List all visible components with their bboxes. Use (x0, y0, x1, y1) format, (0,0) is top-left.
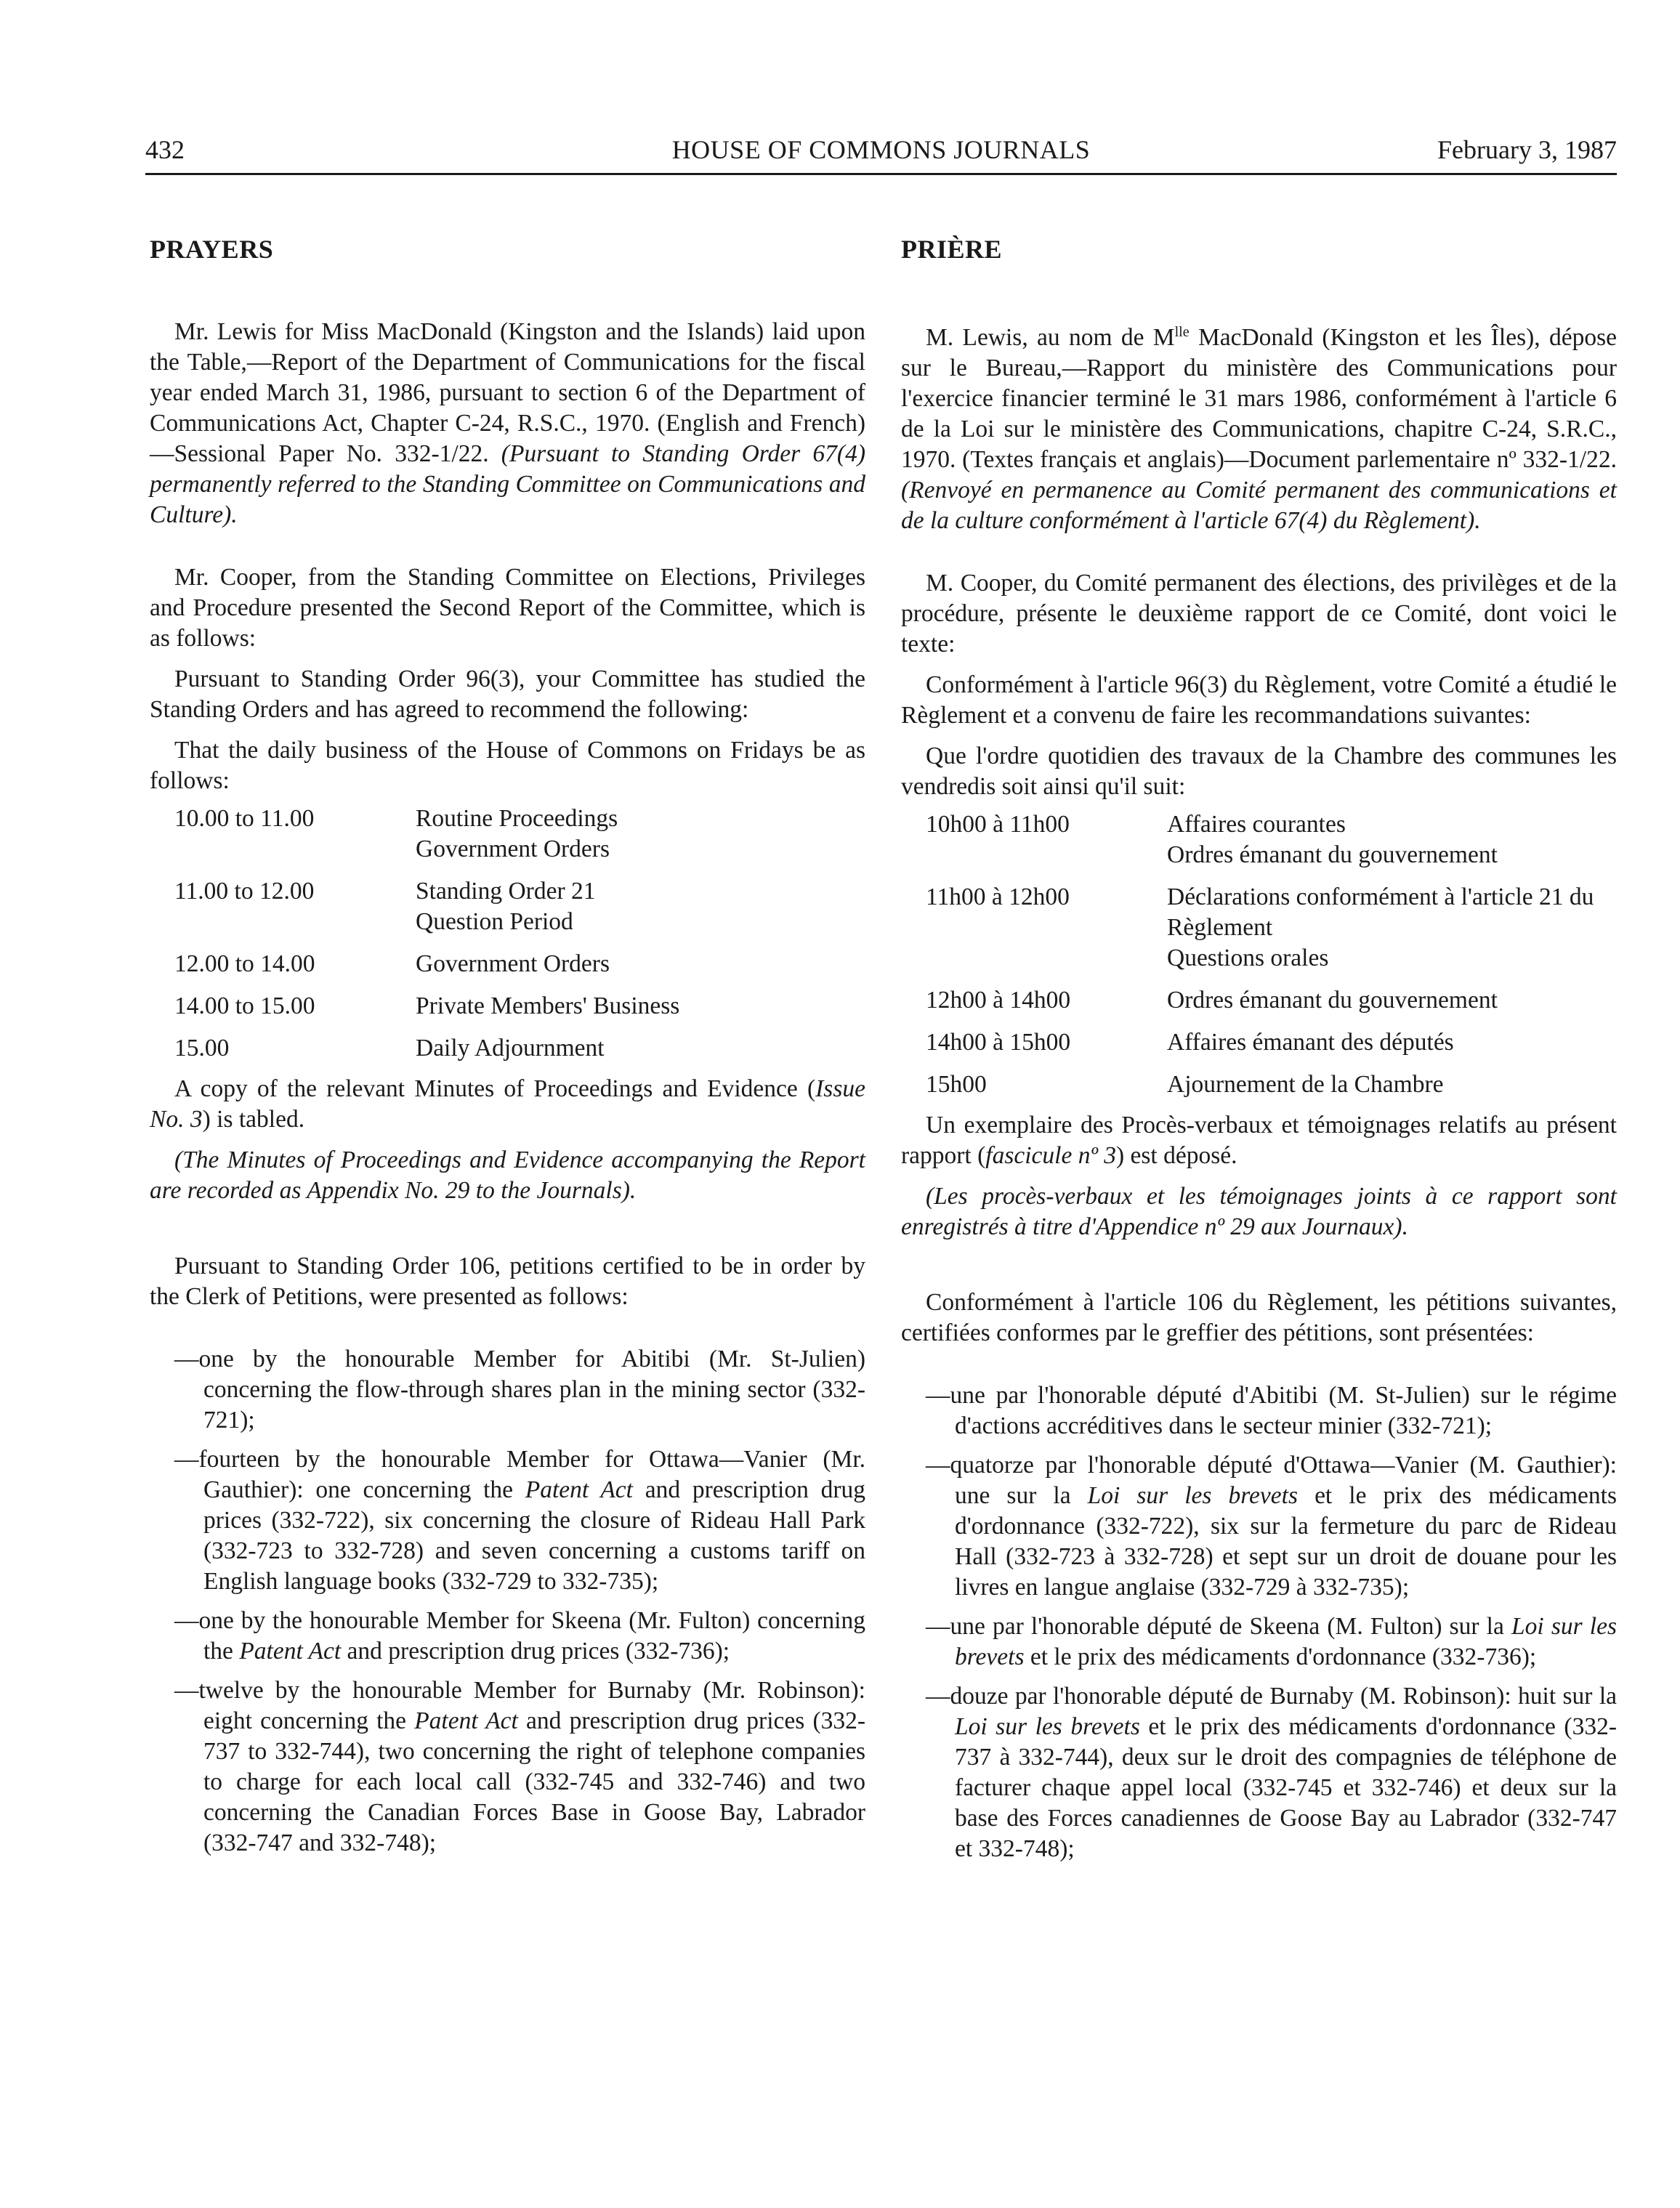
schedule-description: Ordres émanant du gouvernement (1167, 987, 1498, 1014)
schedule-row (150, 949, 865, 979)
tabling-paragraph: Mr. Lewis for Miss MacDonald (Kingston and the Islands) laid upon the Table,—Report of the Department of Communications for the fiscal year ended March 31, 1986, pursuant to section 6 of the Department of Communications Act, Chapter C-24, R.S.C., 1970. (English and French)—Sessional Paper No. 332-1/22. (Pursuant to Standing Order 67(4) permanently referred to the Standing Committee on Communications and Culture). (150, 318, 865, 528)
running-header (145, 131, 1617, 175)
petition-item: —one by the honourable Member for Skeena (Mr. Fulton) concerning the Patent Act and prescription drug prices (332-736); (174, 1607, 865, 1665)
committee-intro: Mr. Cooper, from the Standing Committee on Elections, Privileges and Procedure presented the Second Report of the Committee, which is as follows: (150, 564, 865, 652)
copy-tabled-paragraph: A copy of the relevant Minutes of Proceedings and Evidence (Issue No. 3) is tabled. (150, 1075, 865, 1133)
petition-item: —quatorze par l'honorable député d'Ottawa—Vanier (M. Gauthier): une sur la Loi sur les brevets et le prix des médicaments d'ordonnance (332-722), six sur la fermeture du parc de Rideau Hall (332-723 à 332-728) et sept sur un droit de douane pour les livres en langue anglaise (332-729 à 332-735); (926, 1452, 1617, 1601)
petitions-intro: Conformément à l'article 106 du Règlement, les pétitions suivantes, certifiées conformes par le greffier des pétitions, sont présentées: (901, 1289, 1617, 1347)
petition-item: —douze par l'honorable député de Burnaby (M. Robinson): huit sur la Loi sur les brevets et le prix des médicaments d'ordonnance (332-737 à 332-744), deux sur le droit des compagnies de téléphone de facturer chaque appel local (332-745 et 332-746) et deux sur la base des Forces canadiennes de Goose Bay au Labrador (332-747 et 332-748); (926, 1683, 1617, 1863)
schedule-description: Ajournement de la Chambre (1167, 1071, 1444, 1099)
referral-note: (Renvoyé en permanence au Comité permanent des communications et de la culture conformément à l'article 67(4) du Règlement). (901, 477, 1617, 535)
schedule-description: Affaires courantes Ordres émanant du gouvernement (1167, 811, 1498, 869)
petition-item: —fourteen by the honourable Member for Ottawa—Vanier (Mr. Gauthier): one concerning the Patent Act and prescription drug prices (332-722), six concerning the closure of Rideau Hall Park (332-723 to 332-728) and seven concerning a customs tariff on English language books (332-729 to 332-735); (174, 1446, 865, 1595)
french-column (901, 234, 1617, 1864)
copy-tabled-paragraph: Un exemplaire des Procès-verbaux et témoignages relatifs au présent rapport (fascicule nº 3) est déposé. (901, 1112, 1617, 1170)
schedule-row (901, 985, 1617, 1016)
schedule-description: Private Members' Business (416, 992, 680, 1019)
schedule-time: 12.00 to 14.00 (174, 950, 315, 977)
appendix-note: (The Minutes of Proceedings and Evidence accompanying the Report are recorded as Appendix No. 29 to the Journals). (150, 1147, 865, 1204)
report-paragraph: Conformément à l'article 96(3) du Règlement, votre Comité a étudié le Règlement et a convenu de faire les recommandations suivantes: (901, 671, 1617, 729)
schedule-time: 14.00 to 15.00 (174, 992, 315, 1019)
schedule-description: Affaires émanant des députés (1167, 1029, 1454, 1056)
schedule-row (901, 1069, 1617, 1100)
english-column (150, 234, 865, 1859)
section-title: PRAYERS (150, 235, 274, 264)
schedule-table (150, 804, 865, 1064)
petition-item: —une par l'honorable député d'Abitibi (M. St-Julien) sur le régime d'actions accréditives dans le secteur minier (332-721); (926, 1382, 1617, 1440)
schedule-time: 15h00 (926, 1071, 987, 1099)
schedule-description: Déclarations conformément à l'article 21 du Règlement Questions orales (1167, 883, 1594, 972)
schedule-row (150, 1033, 865, 1064)
schedule-description: Daily Adjournment (416, 1035, 605, 1061)
petitions-list (150, 1344, 865, 1859)
schedule-description: Routine Proceedings Government Orders (416, 805, 618, 862)
schedule-time: 11h00 à 12h00 (926, 883, 1070, 911)
schedule-row (150, 991, 865, 1022)
journal-date: February 3, 1987 (1437, 135, 1617, 164)
schedule-description: Standing Order 21 Question Period (416, 878, 596, 935)
petition-item: —une par l'honorable député de Skeena (M. Fulton) sur la Loi sur les brevets et le prix des médicaments d'ordonnance (332-736); (926, 1613, 1617, 1671)
petitions-intro: Pursuant to Standing Order 106, petitions certified to be in order by the Clerk of Petitions, were presented as follows: (150, 1253, 865, 1310)
report-paragraph: Que l'ordre quotidien des travaux de la Chambre des communes les vendredis soit ainsi qu'il suit: (901, 743, 1617, 801)
schedule-row (901, 809, 1617, 870)
section-title: PRIÈRE (901, 235, 1003, 264)
schedule-row (150, 804, 865, 865)
referral-note: (Pursuant to Standing Order 67(4) permanently referred to the Standing Committee on Communications and Culture). (150, 440, 865, 528)
appendix-note: (Les procès-verbaux et les témoignages joints à ce rapport sont enregistrés à titre d'Appendice nº 29 aux Journaux). (901, 1183, 1617, 1241)
journal-title: HOUSE OF COMMONS JOURNALS (671, 135, 1091, 164)
schedule-time: 14h00 à 15h00 (926, 1029, 1071, 1056)
schedule-time: 10.00 to 11.00 (174, 805, 315, 832)
petition-item: —one by the honourable Member for Abitibi (Mr. St-Julien) concerning the flow-through shares plan in the mining sector (332-721); (174, 1346, 865, 1433)
committee-intro: M. Cooper, du Comité permanent des élections, des privilèges et de la procédure, présente le deuxième rapport de ce Comité, dont voici le texte: (901, 570, 1617, 658)
schedule-time: 15.00 (174, 1035, 230, 1061)
schedule-time: 12h00 à 14h00 (926, 987, 1071, 1014)
schedule-time: 11.00 to 12.00 (174, 878, 315, 905)
petitions-list (901, 1380, 1617, 1864)
schedule-table (901, 809, 1617, 1100)
report-paragraph: Pursuant to Standing Order 96(3), your Committee has studied the Standing Orders and has agreed to recommend the following: (150, 666, 865, 723)
schedule-time: 10h00 à 11h00 (926, 811, 1070, 838)
tabling-paragraph: M. Lewis, au nom de $M^{lle}$ MacDonald (Kingston et les Îles), dépose sur le Bureau,—Rapport du ministère des Communications pour l'exercice financier terminé le 31 mars 1986, conformément à l'article 6 de la Loi sur le ministère des Communications, chapitre C-24, S.R.C., 1970. (Textes français et anglais)—Document parlementaire nº 332-1/22. (Renvoyé en permanence au Comité permanent des communications et de la culture conformément à l'article 67(4) du Règlement). (901, 324, 1617, 535)
schedule-row (150, 876, 865, 937)
page-number: 432 (145, 135, 185, 164)
report-paragraph: That the daily business of the House of Commons on Fridays be as follows: (150, 737, 865, 794)
schedule-row (901, 1027, 1617, 1058)
petition-item: —twelve by the honourable Member for Burnaby (Mr. Robinson): eight concerning the Patent Act and prescription drug prices (332-737 to 332-744), two concerning the right of telephone companies to charge for each local call (332-745 and 332-746) and two concerning the Canadian Forces Base in Goose Bay, Labrador (332-747 and 332-748); (174, 1677, 866, 1856)
schedule-row (901, 882, 1617, 974)
schedule-description: Government Orders (416, 950, 610, 977)
